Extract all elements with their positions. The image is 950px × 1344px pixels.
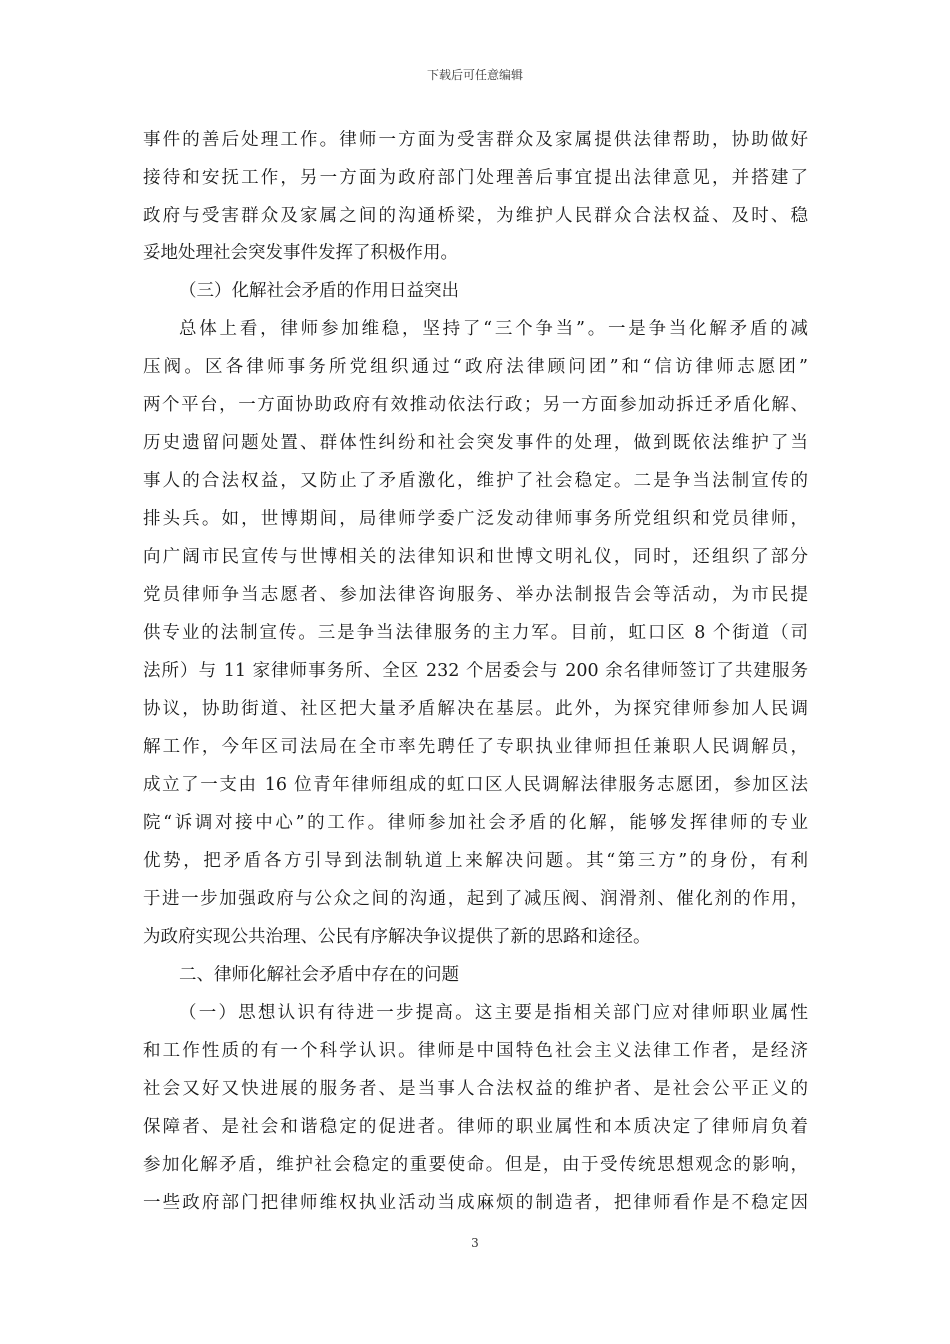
text-line: 一些政府部门把律师维权执业活动当成麻烦的制造者，把律师看作是不稳定因 [143, 1193, 808, 1213]
text-line: 和工作性质的有一个科学认识。律师是中国特色社会主义法律工作者，是经济 [143, 1041, 808, 1061]
text-line: （一）思想认识有待进一步提高。这主要是指相关部门应对律师职业属性 [179, 1003, 808, 1023]
text-line: 供专业的法制宣传。三是争当法律服务的主力军。目前，虹口区 8 个街道（司 [143, 623, 808, 643]
page-number: 3 [471, 1236, 479, 1250]
page-header: 下载后可任意编辑 [426, 68, 523, 82]
text-line: 解工作，今年区司法局在全市率先聘任了专职执业律师担任兼职人民调解员， [143, 737, 808, 757]
text-line: 政府与受害群众及家属之间的沟通桥梁，为维护人民群众合法权益、及时、稳 [143, 206, 808, 226]
text-line: 法所）与 11 家律师事务所、全区 232 个居委会与 200 余名律师签订了共建服务 [143, 661, 808, 681]
text-line: 于进一步加强政府与公众之间的沟通，起到了减压阀、润滑剂、催化剂的作用， [143, 889, 808, 909]
text-line: 压阀。区各律师事务所党组织通过“政府法律顾问团”和“信访律师志愿团” [143, 357, 808, 377]
text-line: 协议，协助街道、社区把大量矛盾解决在基层。此外，为探究律师参加人民调 [143, 699, 808, 719]
text-line: 事人的合法权益，又防止了矛盾激化，维护了社会稳定。二是争当法制宣传的 [143, 471, 808, 491]
text-line: 优势，把矛盾各方引导到法制轨道上来解决问题。其“第三方”的身份，有利 [143, 851, 808, 871]
text-line: 参加化解矛盾，维护社会稳定的重要使命。但是，由于受传统思想观念的影响， [143, 1155, 808, 1175]
text-line: 成立了一支由 16 位青年律师组成的虹口区人民调解法律服务志愿团，参加区法 [143, 775, 808, 795]
text-line: 历史遗留问题处置、群体性纠纷和社会突发事件的处理，做到既依法维护了当 [143, 433, 808, 453]
text-line: 党员律师争当志愿者、参加法律咨询服务、举办法制报告会等活动，为市民提 [143, 585, 808, 605]
text-line: 妥地处理社会突发事件发挥了积极作用。 [143, 243, 458, 263]
text-line: 总体上看，律师参加维稳，坚持了“三个争当”。一是争当化解矛盾的减 [179, 319, 808, 339]
text-line: 排头兵。如，世博期间，局律师学委广泛发动律师事务所党组织和党员律师， [143, 509, 808, 529]
text-line: 社会又好又快进展的服务者、是当事人合法权益的维护者、是社会公平正义的 [143, 1079, 808, 1099]
text-line: 两个平台，一方面协助政府有效推动依法行政；另一方面参加动拆迁矛盾化解、 [143, 395, 808, 415]
text-line: 院“诉调对接中心”的工作。律师参加社会矛盾的化解，能够发挥律师的专业 [143, 813, 808, 833]
text-line: 向广阔市民宣传与世博相关的法律知识和世博文明礼仪，同时，还组织了部分 [143, 547, 808, 567]
subsection-heading: （三）化解社会矛盾的作用日益突出 [179, 281, 459, 301]
section-heading: 二、律师化解社会矛盾中存在的问题 [179, 965, 459, 985]
text-line: 保障者、是社会和谐稳定的促进者。律师的职业属性和本质决定了律师肩负着 [143, 1117, 808, 1137]
text-line: 事件的善后处理工作。律师一方面为受害群众及家属提供法律帮助，协助做好 [143, 130, 808, 150]
text-line: 接待和安抚工作，另一方面为政府部门处理善后事宜提出法律意见，并搭建了 [143, 168, 808, 188]
text-line: 为政府实现公共治理、公民有序解决争议提供了新的思路和途径。 [143, 927, 651, 947]
